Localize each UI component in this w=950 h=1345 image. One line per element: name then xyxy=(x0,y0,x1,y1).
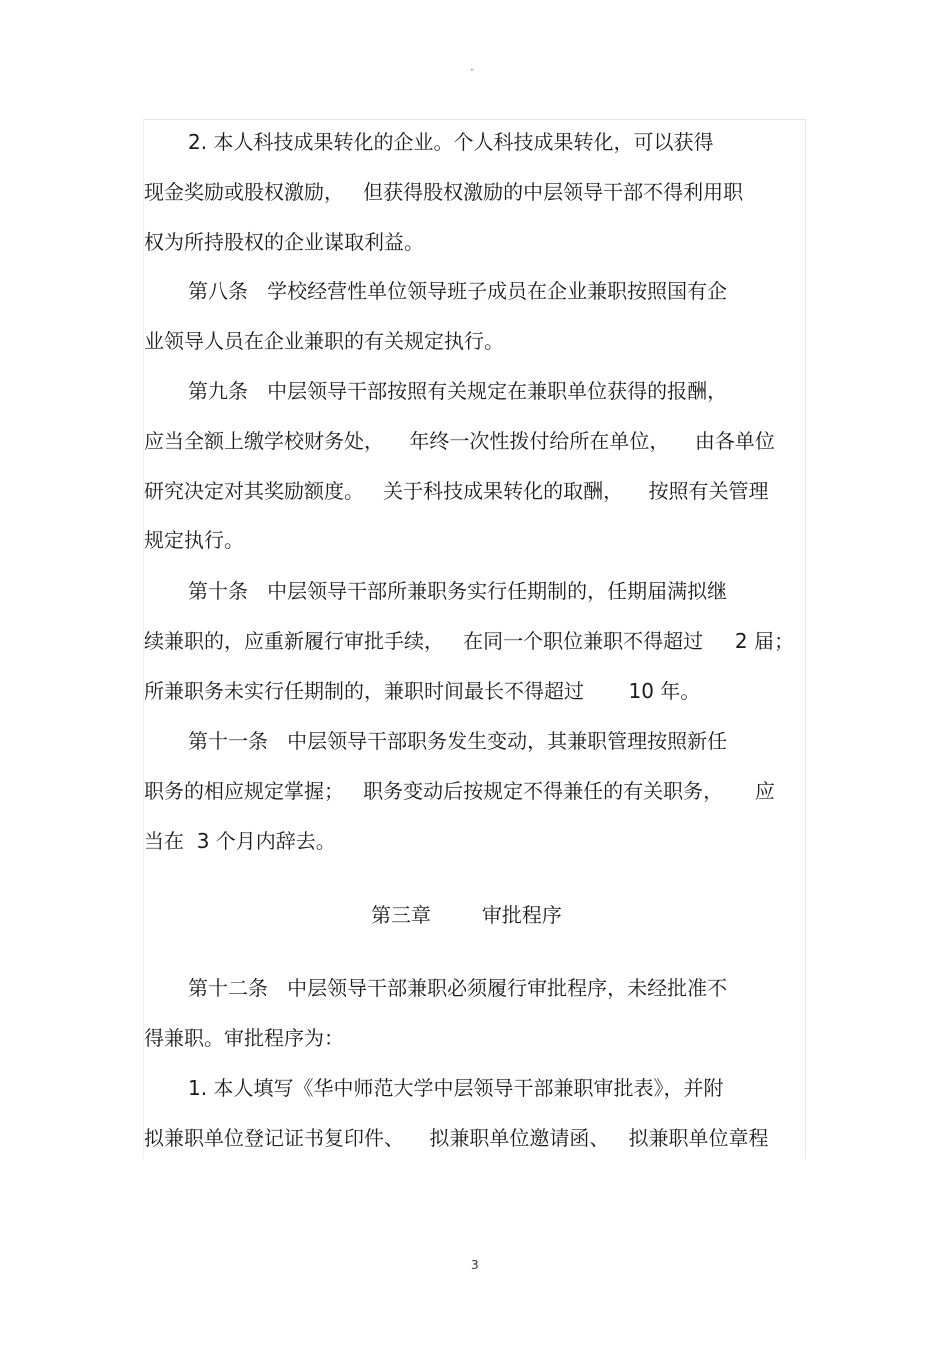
text-line: 当在 3 个月内辞去。 xyxy=(144,829,336,853)
text-line: 第九条 中层领导干部按照有关规定在兼职单位获得的报酬， xyxy=(188,379,728,403)
header-mark: " xyxy=(470,68,475,78)
text-line: 现金奖励或股权激励， 但获得股权激励的中层领导干部不得利用职 xyxy=(144,180,744,204)
chapter-title: 第三章 审批程序 xyxy=(371,903,562,927)
text-line: 业领导人员在企业兼职的有关规定执行。 xyxy=(144,329,504,353)
text-line: 拟兼职单位登记证书复印件、 拟兼职单位邀请函、 拟兼职单位章程 xyxy=(144,1126,769,1150)
text-line: 第十一条 中层领导干部职务发生变动，其兼职管理按照新任 xyxy=(188,729,728,753)
text-line: 第八条 学校经营性单位领导班子成员在企业兼职按照国有企 xyxy=(188,279,728,303)
text-line: 职务的相应规定掌握； 职务变动后按规定不得兼任的有关职务， 应 xyxy=(144,779,775,803)
text-line: 研究决定对其奖励额度。 关于科技成果转化的取酬， 按照有关管理 xyxy=(144,479,769,503)
text-line: 规定执行。 xyxy=(144,528,244,552)
text-line: 2. 本人科技成果转化的企业。个人科技成果转化，可以获得 xyxy=(188,130,714,154)
text-line: 1. 本人填写《华中师范大学中层领导干部兼职审批表》，并附 xyxy=(188,1076,724,1100)
text-line: 续兼职的，应重新履行审批手续， 在同一个职位兼职不得超过 2 届； xyxy=(144,629,794,653)
page-number: 3 xyxy=(471,1258,479,1272)
text-line: 应当全额上缴学校财务处， 年终一次性拨付给所在单位， 由各单位 xyxy=(144,429,775,453)
text-line: 得兼职。审批程序为： xyxy=(144,1026,344,1050)
text-line: 第十条 中层领导干部所兼职务实行任期制的，任期届满拟继 xyxy=(188,579,728,603)
text-line: 第十二条 中层领导干部兼职必须履行审批程序，未经批准不 xyxy=(188,976,728,1000)
text-line: 所兼职务未实行任期制的，兼职时间最长不得超过 10 年。 xyxy=(144,679,701,703)
text-line: 权为所持股权的企业谋取利益。 xyxy=(144,230,424,254)
